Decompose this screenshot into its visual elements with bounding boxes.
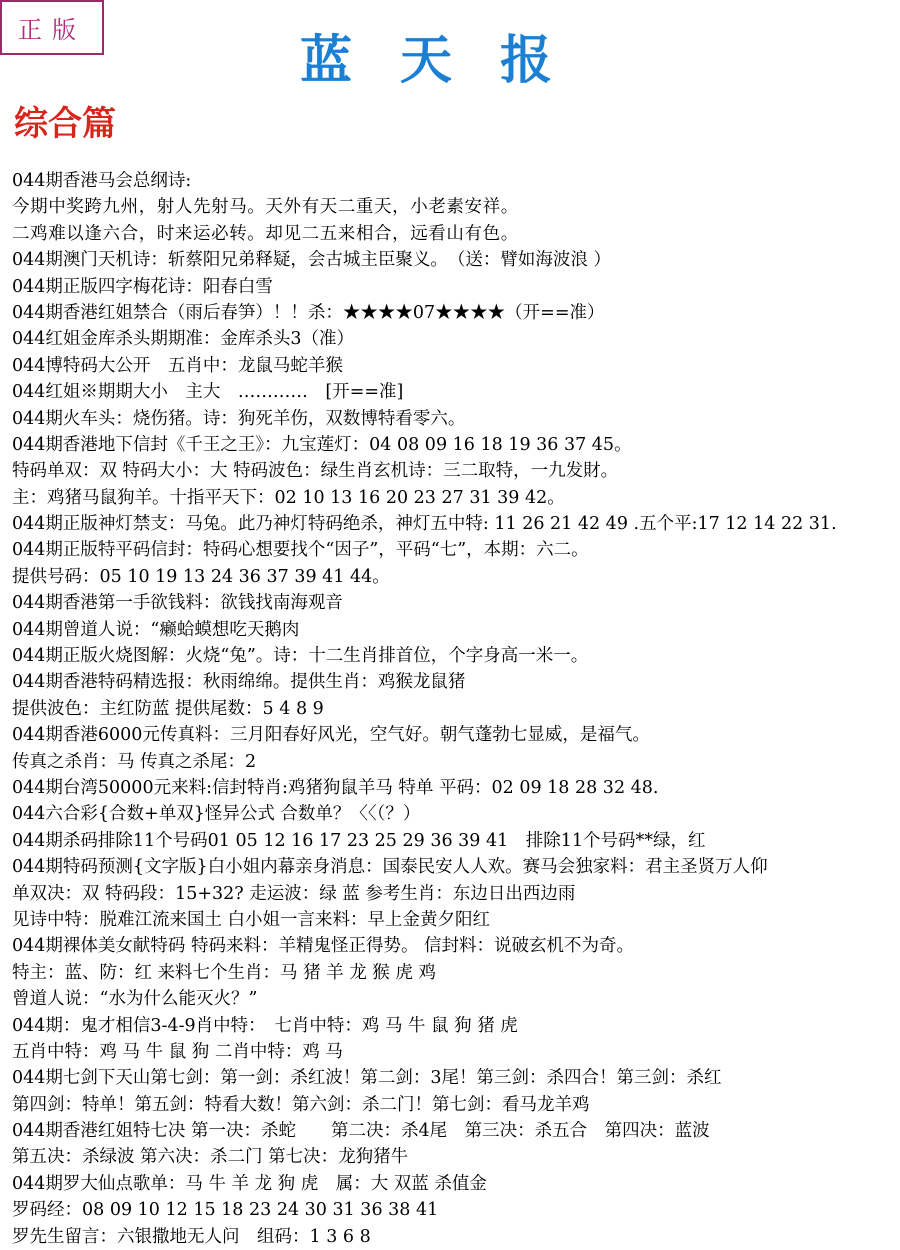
content-lines (12, 168, 898, 1250)
text-line: 今期中奖跨九州，射人先射马。天外有天二重天，小老素安祥。 (12, 197, 519, 218)
text-line: 044期香港地下信封《千王之王》：九宝莲灯：04 08 09 16 18 19 36 37 45。 (12, 434, 632, 455)
text-line: 见诗中特：脱难江流来国土 白小姐一言来料：早上金黄夕阳红 (12, 909, 491, 930)
text-line: 044六合彩{合数+单双}怪异公式 合数单？〈〈（？） (12, 804, 421, 825)
edition-badge: 正版 (0, 0, 104, 55)
text-line: 第四剑：特单！第五剑：特看大数！第六剑：杀二门！第七剑：看马龙羊鸡 (12, 1094, 590, 1115)
text-line: 044期七剑下天山第七剑：第一剑：杀红波！第二剑：3尾！第三剑：杀四合！第三剑：杀红 (12, 1068, 722, 1089)
text-line: 044期香港红姐禁合（雨后春笋）！！杀：★★★★07★★★★（开==准） (12, 302, 605, 323)
text-line: 044期正版四字梅花诗：阳春白雪 (12, 276, 273, 297)
text-line: 044期香港第一手欲钱料：欲钱找南海观音 (12, 593, 343, 614)
text-line: 044期正版特平码信封：特码心想要找个“因子”，平码“七”，本期：六二。 (12, 540, 589, 561)
text-line: 罗码经：08 09 10 12 15 18 23 24 30 31 36 38 41 (12, 1200, 439, 1221)
text-line: 五肖中特：鸡 马 牛 鼠 狗 二肖中特：鸡 马 (12, 1041, 343, 1062)
text-line: 特主：蓝、防：红 来料七个生肖：马 猪 羊 龙 猴 虎 鸡 (12, 962, 436, 983)
text-line: 主：鸡猪马鼠狗羊。十指平天下：02 10 13 16 20 23 27 31 39 42。 (12, 487, 565, 508)
text-line: 044期：鬼才相信3-4-9肖中特： 七肖中特：鸡 马 牛 鼠 狗 猪 虎 (12, 1015, 518, 1036)
text-line: 044博特码大公开 五肖中：龙鼠马蛇羊猴 (12, 355, 343, 376)
text-line: 特码单双：双 特码大小：大 特码波色：绿生肖玄机诗：三二取特，一九发財。 (12, 461, 619, 482)
text-line: 044期杀码排除11个号码01 05 12 16 17 23 25 29 36 39 41 排除11个号码**绿，红 (12, 830, 706, 851)
text-line: 曾道人说：“水为什么能灭火？” (12, 989, 258, 1010)
text-line: 第五决：杀绿波 第六决：杀二门 第七决：龙狗猪牛 (12, 1147, 409, 1168)
text-line: 044期正版神灯禁支：马兔。此乃神灯特码绝杀，神灯五中特: 11 26 21 42 49 .五个平:17 12 14 22 31. (12, 514, 837, 535)
text-line: 提供波色：主红防蓝 提供尾数：5 4 8 9 (12, 698, 324, 719)
text-line: 二鸡难以逢六合，时来运必转。却见二五来相合，远看山有色。 (12, 223, 519, 244)
text-line: 传真之杀肖：马 传真之杀尾：2 (12, 751, 257, 772)
page-title: 蓝天报 (300, 30, 601, 91)
text-line: 单双决：双 特码段：15+32? 走运波：绿 蓝 参考生肖：东边日出西边雨 (12, 883, 576, 904)
text-line: 提供号码：05 10 19 13 24 36 37 39 41 44。 (12, 566, 390, 587)
text-line: 044期香港红姐特七决 第一决：杀蛇 第二决：杀4尾 第三决：杀五合 第四决：蓝波 (12, 1121, 710, 1142)
text-line: 044期曾道人说：“癞蛤蟆想吃天鹅肉 (12, 619, 300, 640)
text-line: 044红姐※期期大小 主大 ………… [开==准] (12, 382, 404, 403)
text-line: 044红姐金库杀头期期准：金库杀头3（准） (12, 329, 355, 350)
text-line: 044期台湾50000元来料:信封特肖:鸡猪狗鼠羊马 特单 平码：02 09 18 28 32 48. (12, 777, 659, 798)
text-line: 044期火车头：烧伤猪。诗：狗死羊伤，双数博特看零六。 (12, 408, 466, 429)
section-heading: 综合篇 (14, 104, 116, 144)
text-line: 044期裸体美女献特码 特码来料：羊精鬼怪正得势。 信封料：说破玄机不为奇。 (12, 936, 635, 957)
text-line: 044期香港特码精选报：秋雨绵绵。提供生肖：鸡猴龙鼠猪 (12, 672, 466, 693)
text-line: 044期正版火烧图解：火烧“兔”。诗：十二生肖排首位，个字身高一米一。 (12, 646, 589, 667)
text-line: 044期罗大仙点歌单：马 牛 羊 龙 狗 虎 属：大 双蓝 杀值金 (12, 1173, 487, 1194)
text-line: 罗先生留言：六银撒地无人问 组码：1 3 6 8 (12, 1226, 371, 1247)
text-line: 044期香港6000元传真料：三月阳春好风光，空气好。朝气蓬勃七显威，是福气。 (12, 725, 650, 746)
text-line: 044期特码预测{文字版}白小姐内幕亲身消息：国泰民安人人欢。赛马会独家料：君主圣贤万人仰 (12, 857, 768, 878)
text-line: 044期香港马会总纲诗: (12, 171, 192, 191)
text-line: 044期澳门天机诗：斩蔡阳兄弟释疑，会古城主臣聚义。 （送：臂如海波浪 ） (12, 250, 611, 271)
